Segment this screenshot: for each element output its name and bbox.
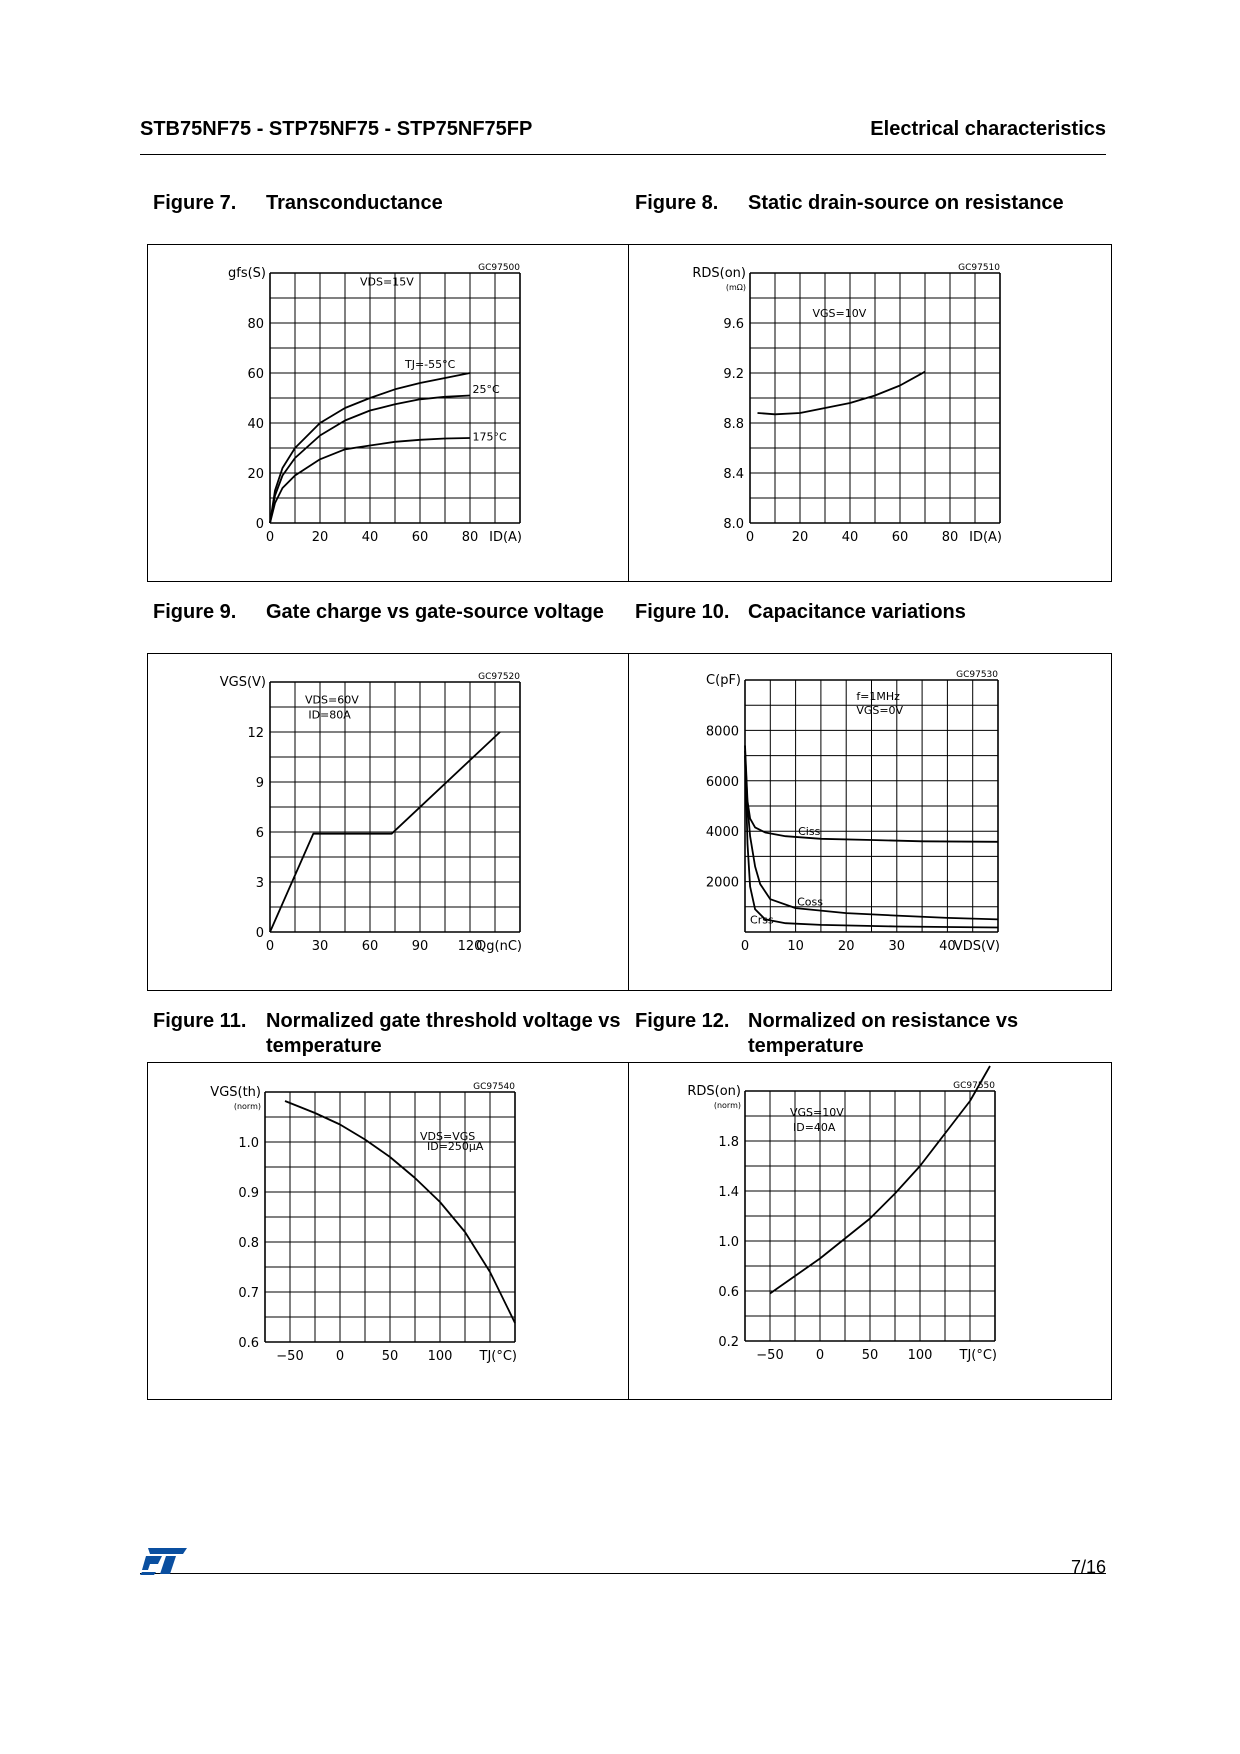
figure-row-2-divider <box>628 653 629 990</box>
y-tick-label: 1.0 <box>718 1235 739 1250</box>
y-tick-label: 9 <box>255 776 264 791</box>
figure-7-title: Transconductance <box>266 192 443 214</box>
x-tick-label: 90 <box>411 939 429 954</box>
y-tick-label: 0 <box>255 926 264 941</box>
x-axis-label: VDS(V) <box>953 939 1000 954</box>
x-tick-label: 20 <box>837 939 855 954</box>
x-tick-label: 20 <box>311 530 329 545</box>
x-tick-label: 10 <box>787 939 804 954</box>
figure-row-3-divider <box>628 1062 629 1399</box>
y-axis-label: (mΩ) <box>725 283 746 292</box>
x-tick-label: 60 <box>891 530 909 545</box>
x-tick-label: 60 <box>361 939 379 954</box>
y-axis-label: VGS(V) <box>219 675 266 690</box>
x-tick-label: 0 <box>335 1349 345 1364</box>
chart-static-on-resistance <box>692 260 1045 578</box>
chart-transconductance <box>220 260 565 578</box>
x-tick-label: 40 <box>939 939 956 954</box>
chart-annotation: VDS=15V <box>360 275 414 289</box>
y-tick-label: 1.0 <box>238 1136 259 1151</box>
x-axis-label: TJ(°C) <box>959 1348 997 1363</box>
y-tick-label: 8000 <box>705 724 739 740</box>
x-axis-label: ID(A) <box>969 530 1002 545</box>
series-line-vgs-th- <box>285 1101 515 1323</box>
x-tick-label: 40 <box>841 530 859 545</box>
x-axis-label: TJ(°C) <box>479 1349 517 1364</box>
y-tick-label: 4000 <box>705 825 739 841</box>
chart-annotation: VGS=10V <box>790 1106 844 1119</box>
x-tick-label: 20 <box>791 530 809 545</box>
x-tick-label: 100 <box>907 1348 933 1363</box>
x-tick-label: 50 <box>381 1349 399 1364</box>
figure-10-title: Capacitance variations <box>748 601 966 623</box>
chart-annotation: ID=250μA <box>427 1140 484 1153</box>
figure-row-1-divider <box>628 244 629 581</box>
series-label: Ciss <box>798 824 821 838</box>
y-tick-label: 1.8 <box>718 1135 739 1150</box>
x-tick-label: 120 <box>457 939 483 954</box>
figure-code: GC97550 <box>953 1081 995 1091</box>
footer-rule <box>140 1573 1106 1574</box>
x-tick-label: 50 <box>861 1348 879 1363</box>
figure-12-number: Figure 12. <box>635 1010 730 1032</box>
y-tick-label: 1.4 <box>718 1185 739 1200</box>
chart-annotation: VDS=VGS <box>420 1130 476 1143</box>
y-tick-label: 80 <box>247 317 264 332</box>
y-tick-label: 9.6 <box>723 317 744 332</box>
chart-on-resistance-temp <box>687 1078 1045 1396</box>
document-header-right: Electrical characteristics <box>870 118 1106 140</box>
y-axis-label: RDS(on) <box>687 1084 741 1099</box>
x-axis-label: Qg(nC) <box>476 939 522 954</box>
figure-code: GC97500 <box>478 263 520 273</box>
chart-annotation: f=1MHz <box>856 690 900 704</box>
series-label: Crss <box>750 913 774 927</box>
x-tick-label: 0 <box>265 530 275 545</box>
chart-annotation: VGS=10V <box>812 306 867 320</box>
y-tick-label: 0.2 <box>718 1335 739 1350</box>
series-label: 175°C <box>472 430 507 444</box>
chart-gate-charge <box>215 669 565 987</box>
y-tick-label: 8.8 <box>723 417 744 432</box>
figure-8-title: Static drain-source on resistance <box>748 192 1064 214</box>
y-axis-label: (norm) <box>713 1101 741 1110</box>
x-tick-label: 80 <box>941 530 959 545</box>
figure-9-number: Figure 9. <box>153 601 237 623</box>
figure-7-number: Figure 7. <box>153 192 237 214</box>
y-tick-label: 20 <box>247 467 264 482</box>
chart-annotation: ID=80A <box>308 708 351 722</box>
y-tick-label: 0.8 <box>238 1236 259 1251</box>
y-axis-label: VGS(th) <box>210 1085 261 1100</box>
document-header-left: STB75NF75 - STP75NF75 - STP75NF75FP <box>140 118 533 140</box>
x-axis-label: ID(A) <box>489 530 522 545</box>
chart-annotation: VDS=60V <box>305 693 359 707</box>
y-tick-label: 0.6 <box>238 1336 259 1351</box>
series-label: TJ=-55°C <box>405 358 456 371</box>
y-tick-label: 0.6 <box>718 1285 739 1300</box>
x-tick-label: −50 <box>756 1348 784 1363</box>
chart-capacitance <box>695 667 1045 987</box>
figure-11-title: Normalized gate threshold voltage vs temperature <box>266 1010 621 1057</box>
x-tick-label: 0 <box>740 939 750 954</box>
x-tick-label: −50 <box>276 1349 304 1364</box>
y-tick-label: 3 <box>255 876 264 891</box>
y-tick-label: 0.9 <box>238 1186 259 1201</box>
y-tick-label: 2000 <box>705 875 739 891</box>
y-tick-label: 0 <box>255 517 264 532</box>
x-tick-label: 60 <box>411 530 429 545</box>
series-label: 25°C <box>472 383 500 396</box>
figure-code: GC97510 <box>958 263 1000 273</box>
y-tick-label: 8.0 <box>723 517 744 532</box>
series-line-rds-on- <box>770 1066 990 1294</box>
y-tick-label: 40 <box>247 417 264 432</box>
y-axis-label: (norm) <box>233 1102 261 1111</box>
figure-9-title: Gate charge vs gate-source voltage <box>266 601 604 623</box>
chart-annotation: ID=40A <box>793 1121 836 1134</box>
y-tick-label: 6 <box>255 826 264 841</box>
y-tick-label: 60 <box>247 367 264 382</box>
x-tick-label: 40 <box>361 530 379 545</box>
x-tick-label: 30 <box>311 939 329 954</box>
x-tick-label: 100 <box>427 1349 453 1364</box>
page-number: 7/16 <box>1070 1557 1106 1577</box>
x-tick-label: 80 <box>461 530 479 545</box>
figure-11-number: Figure 11. <box>153 1010 247 1032</box>
chart-threshold-voltage <box>210 1079 560 1397</box>
figure-10-number: Figure 10. <box>635 601 730 623</box>
figure-8-number: Figure 8. <box>635 192 719 214</box>
y-tick-label: 0.7 <box>238 1286 259 1301</box>
figure-code: GC97520 <box>478 672 520 682</box>
y-tick-label: 8.4 <box>723 467 744 482</box>
x-tick-label: 0 <box>815 1348 825 1363</box>
chart-annotation: VGS=0V <box>856 704 904 718</box>
y-tick-label: 12 <box>247 726 264 741</box>
y-tick-label: 6000 <box>705 774 739 790</box>
y-axis-label: C(pF) <box>706 673 741 688</box>
y-axis-label: RDS(on) <box>692 266 746 281</box>
x-tick-label: 0 <box>745 530 755 545</box>
y-tick-label: 9.2 <box>723 367 744 382</box>
header-rule <box>140 154 1106 155</box>
series-label: Coss <box>797 895 823 909</box>
figure-code: GC97540 <box>473 1082 515 1092</box>
x-tick-label: 0 <box>265 939 275 954</box>
st-logo <box>140 1546 188 1576</box>
x-tick-label: 30 <box>888 939 906 954</box>
figure-code: GC97530 <box>956 670 998 680</box>
y-axis-label: gfs(S) <box>228 266 266 281</box>
figure-12-title: Normalized on resistance vs temperature <box>748 1010 1019 1057</box>
